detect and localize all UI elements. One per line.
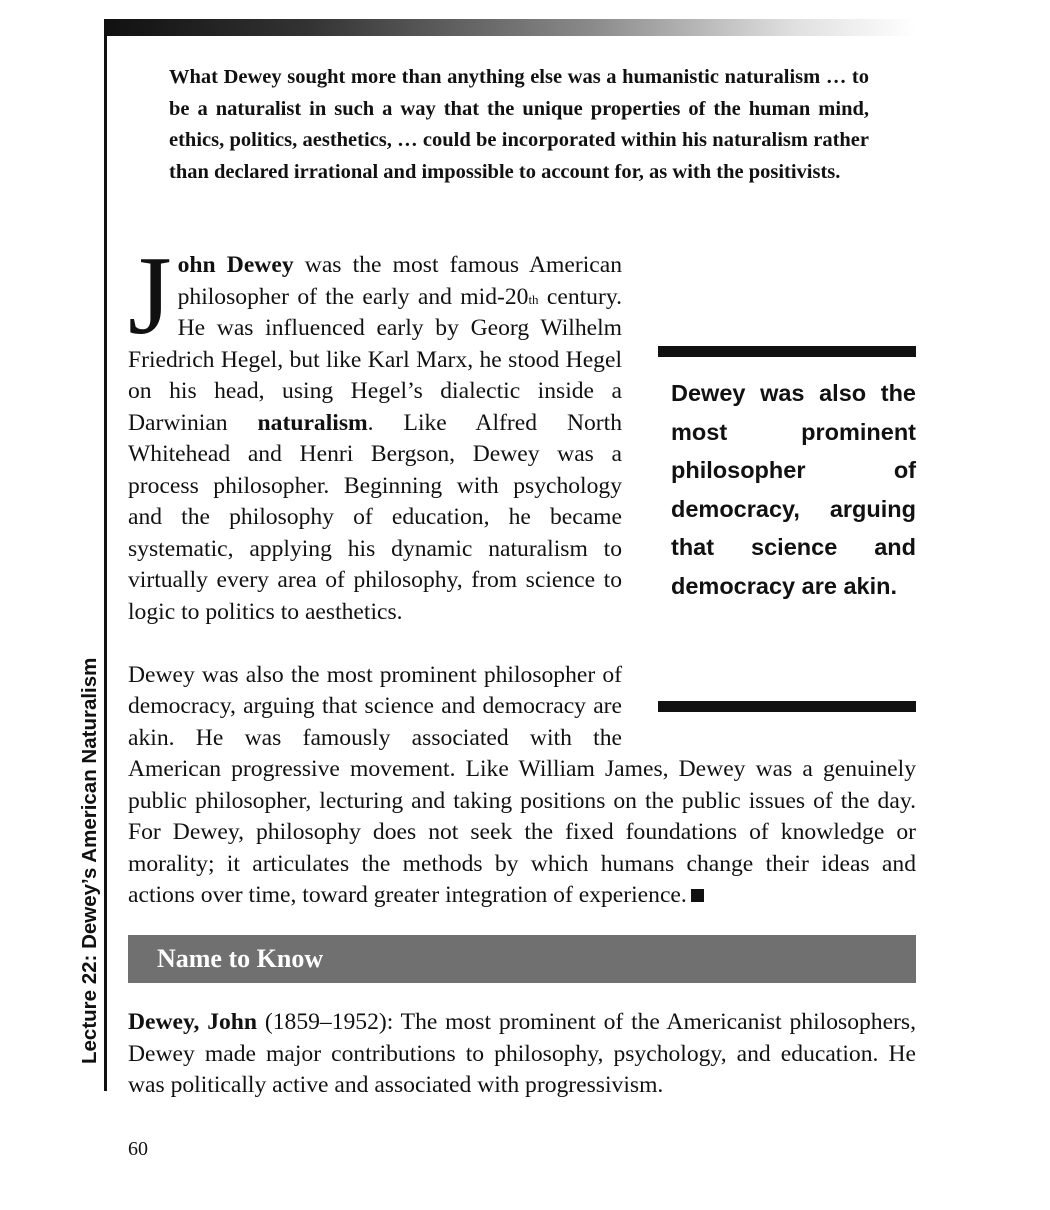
header-gradient-bar [106,19,916,36]
entry-description: (1859–1952): The most prominent of the Americanist philosophers, Dewey made major contributions to philosophy, psychology, and education. He was politically active and associated with progressivism. [128,1009,916,1098]
body-paragraph-1-part-a: was the most famous American philosopher of the early and mid-20 [177,252,622,310]
name-to-know-header: Name to Know [128,935,916,983]
body-paragraph-1-part-c: . Like Alfred North Whitehead and Henri Bergson, Dewey was a process philosopher. Beginning with psychology and the philosophy of education, he became systematic, applying his dynamic naturalism to virtually every area of philosophy, from science to logic to politics to aesthetics. [128,409,622,625]
dewey-name-bold: ohn Dewey [177,252,294,278]
main-body-text [128,234,916,912]
pull-quote-text: Dewey was also the most prominent philosopher of democracy, arguing that science and democracy are akin. [671,380,916,599]
page-number: 60 [128,1138,148,1160]
epigraph-quote: What Dewey sought more than anything else was a humanistic naturalism … to be a naturalist in such a way that the unique properties of the human mind, ethics, politics, aesthetics, … could be incorporated within his naturalism rather than declared irrational and impossible to account for, as with the positivists. [169,66,869,183]
pull-quote [658,346,916,744]
ordinal-suffix: th [528,291,539,307]
body-paragraph-1-part-b: century. He was influenced early by Georg Wilhelm Friedrich Hegel, but like Karl Marx, he stood Hegel on his head, using Hegel’s dialectic inside a Darwinian [128,283,622,436]
lecture-side-label: Lecture 22: Dewey’s American Naturalism [78,657,101,1064]
entry-name: Dewey, John [128,1009,258,1035]
pull-quote-top-rule [658,346,916,357]
name-to-know-entry [128,1007,916,1102]
pull-quote-bottom-rule [658,701,916,712]
end-mark-icon [691,889,704,902]
drop-cap: J [128,234,172,358]
glossary-term-naturalism: naturalism [257,409,368,436]
body-paragraph-2-text: Dewey was also the most prominent philosopher of democracy, arguing that science and democracy are akin. He was famously associated with the American progressive movement. Like William James, Dewey was a genuinely public philosopher, lecturing and taking positions on the public issues of the day. For Dewey, philosophy does not seek the fixed foundations of knowledge or morality; it articulates the methods by which humans change their ideas and actions over time, toward greater integration of experience. [128,661,916,908]
